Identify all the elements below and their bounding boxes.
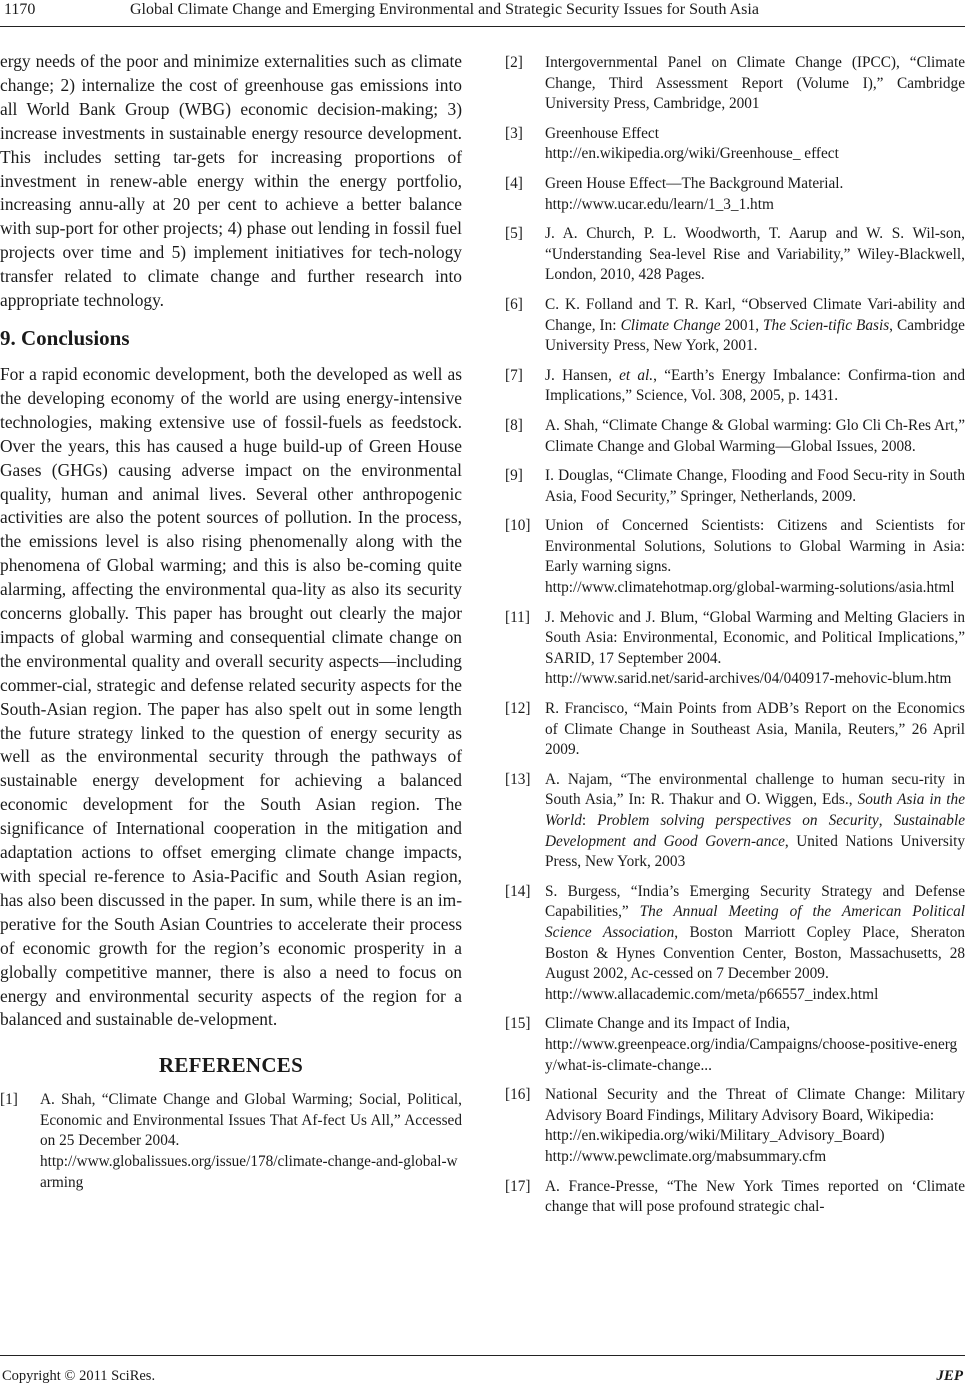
reference-number: [2]: [505, 54, 523, 71]
reference-text: I. Douglas, “Climate Change, Flooding and Food Secu-rity in South Asia, Food Security,” Springer, Netherlands, 2009.: [545, 467, 965, 505]
reference-2: [505, 53, 965, 115]
reference-text: Greenhouse Effect: [545, 124, 659, 142]
reference-text: A. Shah, “Climate Change & Global warming: Glo Cli Ch-Res Art,” Climate Change and Global Warming—Global Issues, 2008.: [545, 416, 965, 455]
reference-text: Intergovernmental Panel on Climate Change (IPCC), “Climate Change, Third Assessment Report (Volume I),” Cambridge University Press, Cambridge, 2001: [545, 54, 965, 113]
reference-number: [7]: [505, 366, 523, 384]
reference-number: [13]: [505, 770, 531, 788]
copyright-notice: Copyright © 2011 SciRes.: [2, 1368, 156, 1384]
left-column: [0, 50, 462, 1202]
reference-5: [505, 224, 965, 286]
right-column: [505, 53, 965, 1227]
reference-text: Union of Concerned Scientists: Citizens and Scientists for Environmental Solutions, Solutions to Global Warming in Asia: Early warning signs.: [545, 517, 965, 576]
reference-number: [5]: [505, 225, 523, 243]
reference-text: J. A. Church, P. L. Woodworth, T. Aarup and W. S. Wil-son, “Understanding Sea-level Rise and Variability,” Wiley-Blackwell, London, 2010, 428 Pages.: [545, 225, 965, 284]
reference-number: [11]: [505, 608, 530, 626]
reference-text: :: [581, 812, 598, 829]
reference-number: [15]: [505, 1015, 531, 1033]
reference-text: National Security and the Threat of Climate Change: Military Advisory Board Findings, Military Advisory Board, Wikipedia:: [545, 1086, 965, 1124]
reference-number: [4]: [505, 174, 523, 192]
page-header: [0, 0, 965, 27]
reference-url[interactable]: http://en.wikipedia.org/wiki/Military_Advisory_Board): [545, 1127, 885, 1145]
reference-text: R. Francisco, “Main Points from ADB’s Report on the Economics of Climate Change in Southeast Asia, Manila, Reuters,” 26 April 2009.: [545, 700, 965, 759]
reference-text: J. Hansen,: [545, 366, 620, 384]
reference-url[interactable]: http://en.wikipedia.org/wiki/Greenhouse_ effect: [545, 145, 839, 163]
reference-number: [6]: [505, 295, 523, 313]
page-footer: [0, 1355, 965, 1387]
reference-body: [545, 1014, 965, 1076]
reference-italic: Sustainable Development and Good Govern-ance: [545, 812, 965, 850]
reference-body: [545, 174, 965, 215]
reference-text: , Cambridge University Press, New York, 2001.: [545, 316, 965, 355]
reference-6: [505, 295, 965, 357]
reference-text: Climate Change and its Impact of India,: [545, 1015, 791, 1033]
reference-url[interactable]: http://www.greenpeace.org/india/Campaigns/choose-positive-energy/what-is-climate-change...: [545, 1035, 958, 1074]
reference-text: A. France-Presse, “The New York Times reported on ‘Climate change that will pose profound strategic chal-: [545, 1177, 965, 1216]
reference-text: J. Mehovic and J. Blum, “Global Warming and Melting Glaciers in South Asia: Environmental, Economic, and Political Implications,” SARID, 17 September 2004.: [545, 608, 965, 667]
reference-11: [505, 608, 965, 690]
reference-url[interactable]: http://www.allacademic.com/meta/p66557_index.html: [545, 985, 879, 1003]
reference-number: [12]: [505, 700, 531, 718]
running-title: Global Climate Change and Emerging Environmental and Strategic Security Issues for South Asia: [130, 1, 759, 18]
reference-text: 2001,: [720, 316, 764, 334]
reference-14: [505, 882, 965, 1006]
conclusions-paragraph: For a rapid economic development, both the developed as well as the developing economy of the world are using energy-intensive technologies, making extensive use of fossil-fuels as feedstock. Over the years, this has caused a huge build-up of Green House Gases (GHGs) causing adverse impact on the environmental quality, human and animal lives. Several other anthropogenic activities are also the potent sources of pollution. In the process, the emissions level is also rising phenomenally along with the phenomena of Global warming; and this is also be-coming quite alarming, affecting the environmental qua-lity as also its security concerns globally. This paper has brought out clearly the major impacts of global warming and consequential climate change on the environmental quality and overall security aspects—including commer-cial, strategic and defense related security aspects for the South-Asian region. The paper has also spelt out in some length the future strategy linked to the question of energy security as well as the environmental security through the pathways of sustainable energy development for achieving a balanced economic development for the South Asian region. The significance of International cooperation in the mitigation and adaptation actions to offset emerging climate change impacts, with special re-ference to Asia-Pacific and South Asian region, has also been discussed in the paper. In sum, while there is an im-perative for the South Asian Countries to accelerate their process of economic growth for the region’s economic prosperity in a globally competitive manner, there is also a need to focus on energy and environmental security aspects of the region for a balanced and sustainable de-velopment.: [0, 363, 462, 1030]
reference-16: [505, 1085, 965, 1167]
reference-text: , Boston Marriott Copley Place, Sheraton Boston & Hynes Convention Center, Boston, Massachusetts, 28 August 2002, Ac-cessed on 7 December 2009.: [545, 923, 965, 983]
intro-paragraph: ergy needs of the poor and minimize externalities such as climate change; 2) internalize the cost of greenhouse gas emissions into all World Bank Group (WBG) economic decision-making; 3) increase investments in sustainable energy resource development. This includes setting tar-gets for increasing proportions of investment in renew-able energy within the energy portfolio, increasing annu-ally at 20 per cent to achieve a better balance with sup-port for other projects; 4) phase out lending in fossil fuel projects over time and 5) implement initiatives for tech-nology transfer related to climate change and further research into appropriate technology.: [0, 51, 462, 311]
reference-15: [505, 1014, 965, 1076]
reference-body: [40, 1090, 462, 1193]
reference-text: S. Burgess, “India’s Emerging Security Strategy and Defense Capabilities,”: [545, 882, 965, 921]
reference-body: [545, 516, 965, 598]
reference-url[interactable]: http://www.globalissues.org/issue/178/climate-change-and-global-warming: [40, 1153, 458, 1191]
reference-url[interactable]: http://www.ucar.edu/learn/1_3_1.htm: [545, 195, 774, 213]
reference-text: A. Najam, “The environmental challenge to human secu-rity in South Asia,” In: R. Thakur and O. Wiggen, Eds.,: [545, 770, 965, 809]
reference-italic: Climate Change: [620, 316, 721, 334]
reference-text: A. Shah, “Climate Change and Global Warming; Social, Political, Economic and Environmental Issues That Af-fect Us All,” Accessed on 25 December 2004.: [40, 1091, 462, 1150]
reference-body: [545, 882, 965, 1006]
reference-number: [8]: [505, 416, 523, 434]
reference-3: [505, 124, 965, 165]
reference-12: [505, 699, 965, 761]
reference-4: [505, 174, 965, 215]
reference-italic: The Scien-tific Basis: [763, 316, 890, 334]
reference-italic: The Annual Meeting of the American Political Science Association: [545, 903, 965, 941]
reference-7: [505, 366, 965, 407]
reference-body: [545, 1085, 965, 1167]
reference-number: [16]: [505, 1086, 531, 1104]
reference-10: [505, 516, 965, 598]
references-heading: REFERENCES: [158, 1053, 304, 1078]
reference-url[interactable]: http://www.sarid.net/sarid-archives/04/040917-mehovic-blum.htm: [545, 670, 952, 688]
reference-text: ,: [878, 812, 894, 829]
reference-9: [505, 466, 965, 507]
reference-number: [3]: [505, 124, 523, 142]
reference-text: , United Nations University Press, New York, 2003: [545, 832, 965, 871]
reference-8: [505, 416, 965, 457]
reference-text: , “Earth’s Energy Imbalance: Confirma-tion and Implications,” Science, Vol. 308, 2005, p. 1431.: [545, 366, 965, 405]
conclusions-heading: 9. Conclusions: [0, 325, 130, 350]
reference-17: [505, 1177, 965, 1218]
reference-body: [545, 366, 965, 407]
reference-1: [0, 1090, 462, 1193]
reference-number: [10]: [505, 517, 531, 535]
reference-number: [17]: [505, 1177, 531, 1195]
reference-13: [505, 770, 965, 873]
reference-url[interactable]: http://www.climatehotmap.org/global-warming-solutions/asia.html: [545, 579, 955, 597]
reference-italic: Problem solving perspectives on Security: [597, 812, 879, 829]
journal-name: JEP: [936, 1368, 963, 1384]
reference-body: [545, 770, 965, 873]
reference-body: [545, 295, 965, 357]
reference-body: [545, 608, 965, 690]
reference-italic: South Asia in the World: [545, 791, 965, 829]
reference-number: [1]: [0, 1091, 18, 1109]
reference-italic: et al.: [619, 366, 654, 384]
reference-text: C. K. Folland and T. R. Karl, “Observed Climate Vari-ability and Change, In:: [545, 295, 965, 334]
reference-number: [9]: [505, 467, 523, 485]
reference-body: [545, 124, 965, 165]
reference-number: [14]: [505, 882, 531, 900]
reference-url[interactable]: http://www.pewclimate.org/mabsummary.cfm: [545, 1147, 827, 1165]
page-number: 1170: [4, 1, 36, 18]
reference-text: Green House Effect—The Background Material.: [545, 174, 844, 192]
